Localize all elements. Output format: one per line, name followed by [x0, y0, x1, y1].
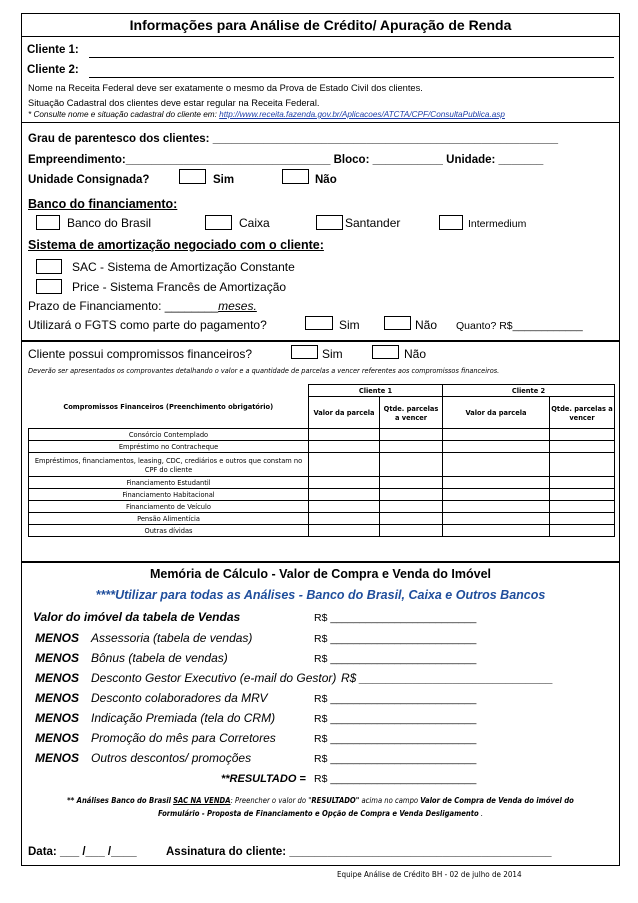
footer-text: Equipe Análise de Crédito BH - 02 de julho de 2014 [337, 870, 522, 879]
client-2-label: Cliente 2: [27, 64, 79, 76]
table-cell[interactable] [380, 429, 443, 441]
menos-label: MENOS [35, 731, 80, 745]
table-cell[interactable] [443, 477, 550, 489]
table-cell[interactable] [443, 501, 550, 513]
table-header-qtde-c1: Qtde. parcelas a vencer [380, 397, 443, 429]
memoria-title: Memória de Cálculo - Valor de Compra e Venda do Imóvel [149, 567, 492, 581]
promocao-field[interactable]: R$ _________________________ [314, 733, 477, 745]
compromissos-sim-label: Sim [322, 347, 343, 361]
consignada-label: Unidade Consignada? [28, 174, 150, 186]
consignada-sim-label: Sim [213, 174, 235, 186]
fgts-label: Utilizará o FGTS como parte do pagamento? [28, 318, 267, 332]
footnote-sac: SAC NA VENDA [173, 796, 231, 805]
compromissos-nao-checkbox[interactable] [372, 345, 399, 359]
compromissos-note: Deverão ser apresentados os comprovantes detalhando o valor e a quantidade de parcelas a vencer referentes aos compromissos financeiros. [28, 366, 500, 375]
bonus-field[interactable]: R$ _________________________ [314, 653, 477, 665]
menos-label: MENOS [35, 711, 80, 725]
fgts-sim-label: Sim [339, 318, 360, 332]
banco-brasil-label: Banco do Brasil [67, 216, 152, 230]
valor-imovel-label: Valor do imóvel da tabela de Vendas [33, 610, 241, 624]
page-title: Informações para Análise de Crédito/ Apuração de Renda [129, 17, 512, 33]
valor-imovel-field[interactable]: R$ _________________________ [314, 612, 477, 624]
table-header-cliente2: Cliente 2 [443, 385, 615, 397]
footnote-line-1 [21, 796, 620, 805]
footnote-resultado: RESULTADO" [311, 796, 360, 805]
table-cell[interactable] [550, 501, 615, 513]
banco-intermedium-label: Intermedium [468, 218, 527, 230]
menos-label: MENOS [35, 631, 80, 645]
outros-field[interactable]: R$ _________________________ [314, 753, 477, 765]
promocao-label: Promoção do mês para Corretores [91, 731, 276, 745]
client-1-label: Cliente 1: [27, 44, 79, 56]
client-1-field[interactable] [89, 57, 614, 58]
receita-link[interactable]: http://www.receita.fazenda.gov.br/Aplicacoes/ATCTA/CPF/ConsultaPublica.asp [219, 110, 505, 119]
table-cell[interactable] [443, 525, 550, 537]
prazo-label: Prazo de Financiamento: ________ [28, 299, 219, 313]
note-consult [28, 110, 505, 119]
footnote-mid2: acima no campo [359, 796, 421, 805]
table-row-label: Outras dívidas [29, 525, 309, 537]
table-cell[interactable] [309, 501, 380, 513]
resultado-label: **RESULTADO = [221, 773, 306, 785]
banco-brasil-checkbox[interactable] [36, 215, 60, 230]
table-row-label: Financiamento Estudantil [29, 477, 309, 489]
table-cell[interactable] [380, 489, 443, 501]
table-cell[interactable] [550, 513, 615, 525]
footnote-prefix: ** Análises Banco do Brasil [67, 796, 171, 805]
footnote-line-2 [21, 809, 620, 818]
consignada-nao-checkbox[interactable] [282, 169, 309, 184]
table-cell[interactable] [380, 525, 443, 537]
compromissos-sim-checkbox[interactable] [291, 345, 318, 359]
note-status: Situação Cadastral dos clientes deve estar regular na Receita Federal. [28, 98, 320, 108]
table-cell[interactable] [309, 441, 380, 453]
indicacao-field[interactable]: R$ _________________________ [314, 713, 477, 725]
table-cell[interactable] [380, 501, 443, 513]
banco-intermedium-checkbox[interactable] [439, 215, 463, 230]
table-cell[interactable] [443, 453, 550, 477]
table-cell[interactable] [380, 453, 443, 477]
assessoria-label: Assessoria (tabela de vendas) [91, 631, 253, 645]
colaboradores-label: Desconto colaboradores da MRV [91, 691, 268, 705]
table-cell[interactable] [309, 477, 380, 489]
banco-caixa-label: Caixa [239, 216, 270, 230]
banco-santander-checkbox[interactable] [316, 215, 343, 230]
fgts-nao-checkbox[interactable] [384, 316, 411, 330]
fgts-nao-label: Não [415, 318, 438, 332]
banco-santander-label: Santander [345, 216, 401, 230]
table-cell[interactable] [443, 513, 550, 525]
price-checkbox[interactable] [36, 279, 62, 294]
banco-title: Banco do financiamento: [28, 197, 178, 211]
client-2-field[interactable] [89, 77, 614, 78]
resultado-field[interactable]: R$ _________________________ [314, 773, 477, 785]
table-row-label: Financiamento Habitacional [29, 489, 309, 501]
table-cell[interactable] [380, 441, 443, 453]
consignada-nao-label: Não [315, 174, 337, 186]
table-header-valor-c1: Valor da parcela [309, 397, 380, 429]
footnote-form: Formulário - Proposta de Financiamento e Opção de Compra e Venda Desligamento [157, 809, 479, 818]
table-header-valor-c2: Valor da parcela [443, 397, 550, 429]
table-header-qtde-c2: Qtde. parcelas a vencer [550, 397, 615, 429]
table-cell[interactable] [380, 477, 443, 489]
price-label: Price - Sistema Francês de Amortização [72, 280, 287, 294]
table-cell[interactable] [550, 429, 615, 441]
table-cell[interactable] [550, 441, 615, 453]
footnote-bold: Valor de Compra de Venda do imóvel do [420, 796, 574, 805]
table-row-label: Empréstimos, financiamentos, leasing, CDC, crediários e outros que constam no CPF do cliente [29, 453, 309, 477]
note-name: Nome na Receita Federal deve ser exatamente o mesmo da Prova de Estado Civil dos clientes. [28, 83, 423, 93]
compromissos-nao-label: Não [404, 347, 427, 361]
footnote-end: . [478, 809, 484, 818]
table-cell[interactable] [309, 513, 380, 525]
prazo-unit: meses. [218, 299, 257, 313]
table-cell[interactable] [380, 513, 443, 525]
table-header-main: Compromissos Financeiros (Preenchimento obrigatório) [29, 385, 309, 429]
table-row-label: Empréstimo no Contracheque [29, 441, 309, 453]
table-cell[interactable] [309, 429, 380, 441]
menos-label: MENOS [35, 691, 80, 705]
table-cell[interactable] [309, 525, 380, 537]
assinatura-field[interactable]: Assinatura do cliente: _________________________________________ [166, 846, 552, 858]
table-cell[interactable] [550, 477, 615, 489]
empreendimento-field[interactable]: Empreendimento:________________________________ Bloco: ___________ Unidade: _______ [28, 154, 544, 166]
menos-label: MENOS [35, 651, 80, 665]
assessoria-field[interactable]: R$ _________________________ [314, 633, 477, 645]
memoria-subtitle: ****Utilizar para todas as Análises - Banco do Brasil, Caixa e Outros Bancos [95, 588, 546, 602]
note-consult-prefix: * Consulte nome e situação cadastral do cliente em: [28, 110, 217, 119]
table-cell[interactable] [309, 453, 380, 477]
table-cell[interactable] [550, 525, 615, 537]
table-row-label: Consórcio Contemplado [29, 429, 309, 441]
data-field[interactable]: Data: ___ /___ /____ [28, 846, 137, 858]
table-cell[interactable] [550, 453, 615, 477]
table-cell[interactable] [443, 429, 550, 441]
consignada-sim-checkbox[interactable] [179, 169, 206, 184]
parentesco-field[interactable]: Grau de parentesco dos clientes: ______________________________________________________ [28, 133, 559, 145]
table-cell[interactable] [309, 489, 380, 501]
menos-label: MENOS [35, 751, 80, 765]
compromissos-table [28, 384, 615, 537]
sistema-title: Sistema de amortização negociado com o cliente: [28, 238, 324, 252]
indicacao-label: Indicação Premiada (tela do CRM) [91, 711, 276, 725]
gestor-label: Desconto Gestor Executivo (e-mail do Gestor) [91, 671, 337, 685]
fgts-quanto-field[interactable]: Quanto? R$____________ [456, 320, 583, 332]
sac-checkbox[interactable] [36, 259, 62, 274]
prazo-field[interactable] [28, 299, 257, 313]
table-cell[interactable] [443, 489, 550, 501]
table-cell[interactable] [443, 441, 550, 453]
table-row-label: Pensão Alimentícia [29, 513, 309, 525]
menos-label: MENOS [35, 671, 80, 685]
sac-label: SAC - Sistema de Amortização Constante [72, 260, 295, 274]
table-row-label: Financiamento de Veículo [29, 501, 309, 513]
colaboradores-field[interactable]: R$ _________________________ [314, 693, 477, 705]
fgts-sim-checkbox[interactable] [305, 316, 333, 330]
table-header-cliente1: Cliente 1 [309, 385, 443, 397]
bonus-label: Bônus (tabela de vendas) [91, 651, 228, 665]
outros-label: Outros descontos/ promoções [91, 751, 252, 765]
gestor-field[interactable]: R$ _____________________________ [341, 671, 554, 685]
compromissos-question: Cliente possui compromissos financeiros? [28, 347, 253, 361]
footnote-mid: : Preencher o valor do " [230, 796, 312, 805]
table-cell[interactable] [550, 489, 615, 501]
banco-caixa-checkbox[interactable] [205, 215, 232, 230]
